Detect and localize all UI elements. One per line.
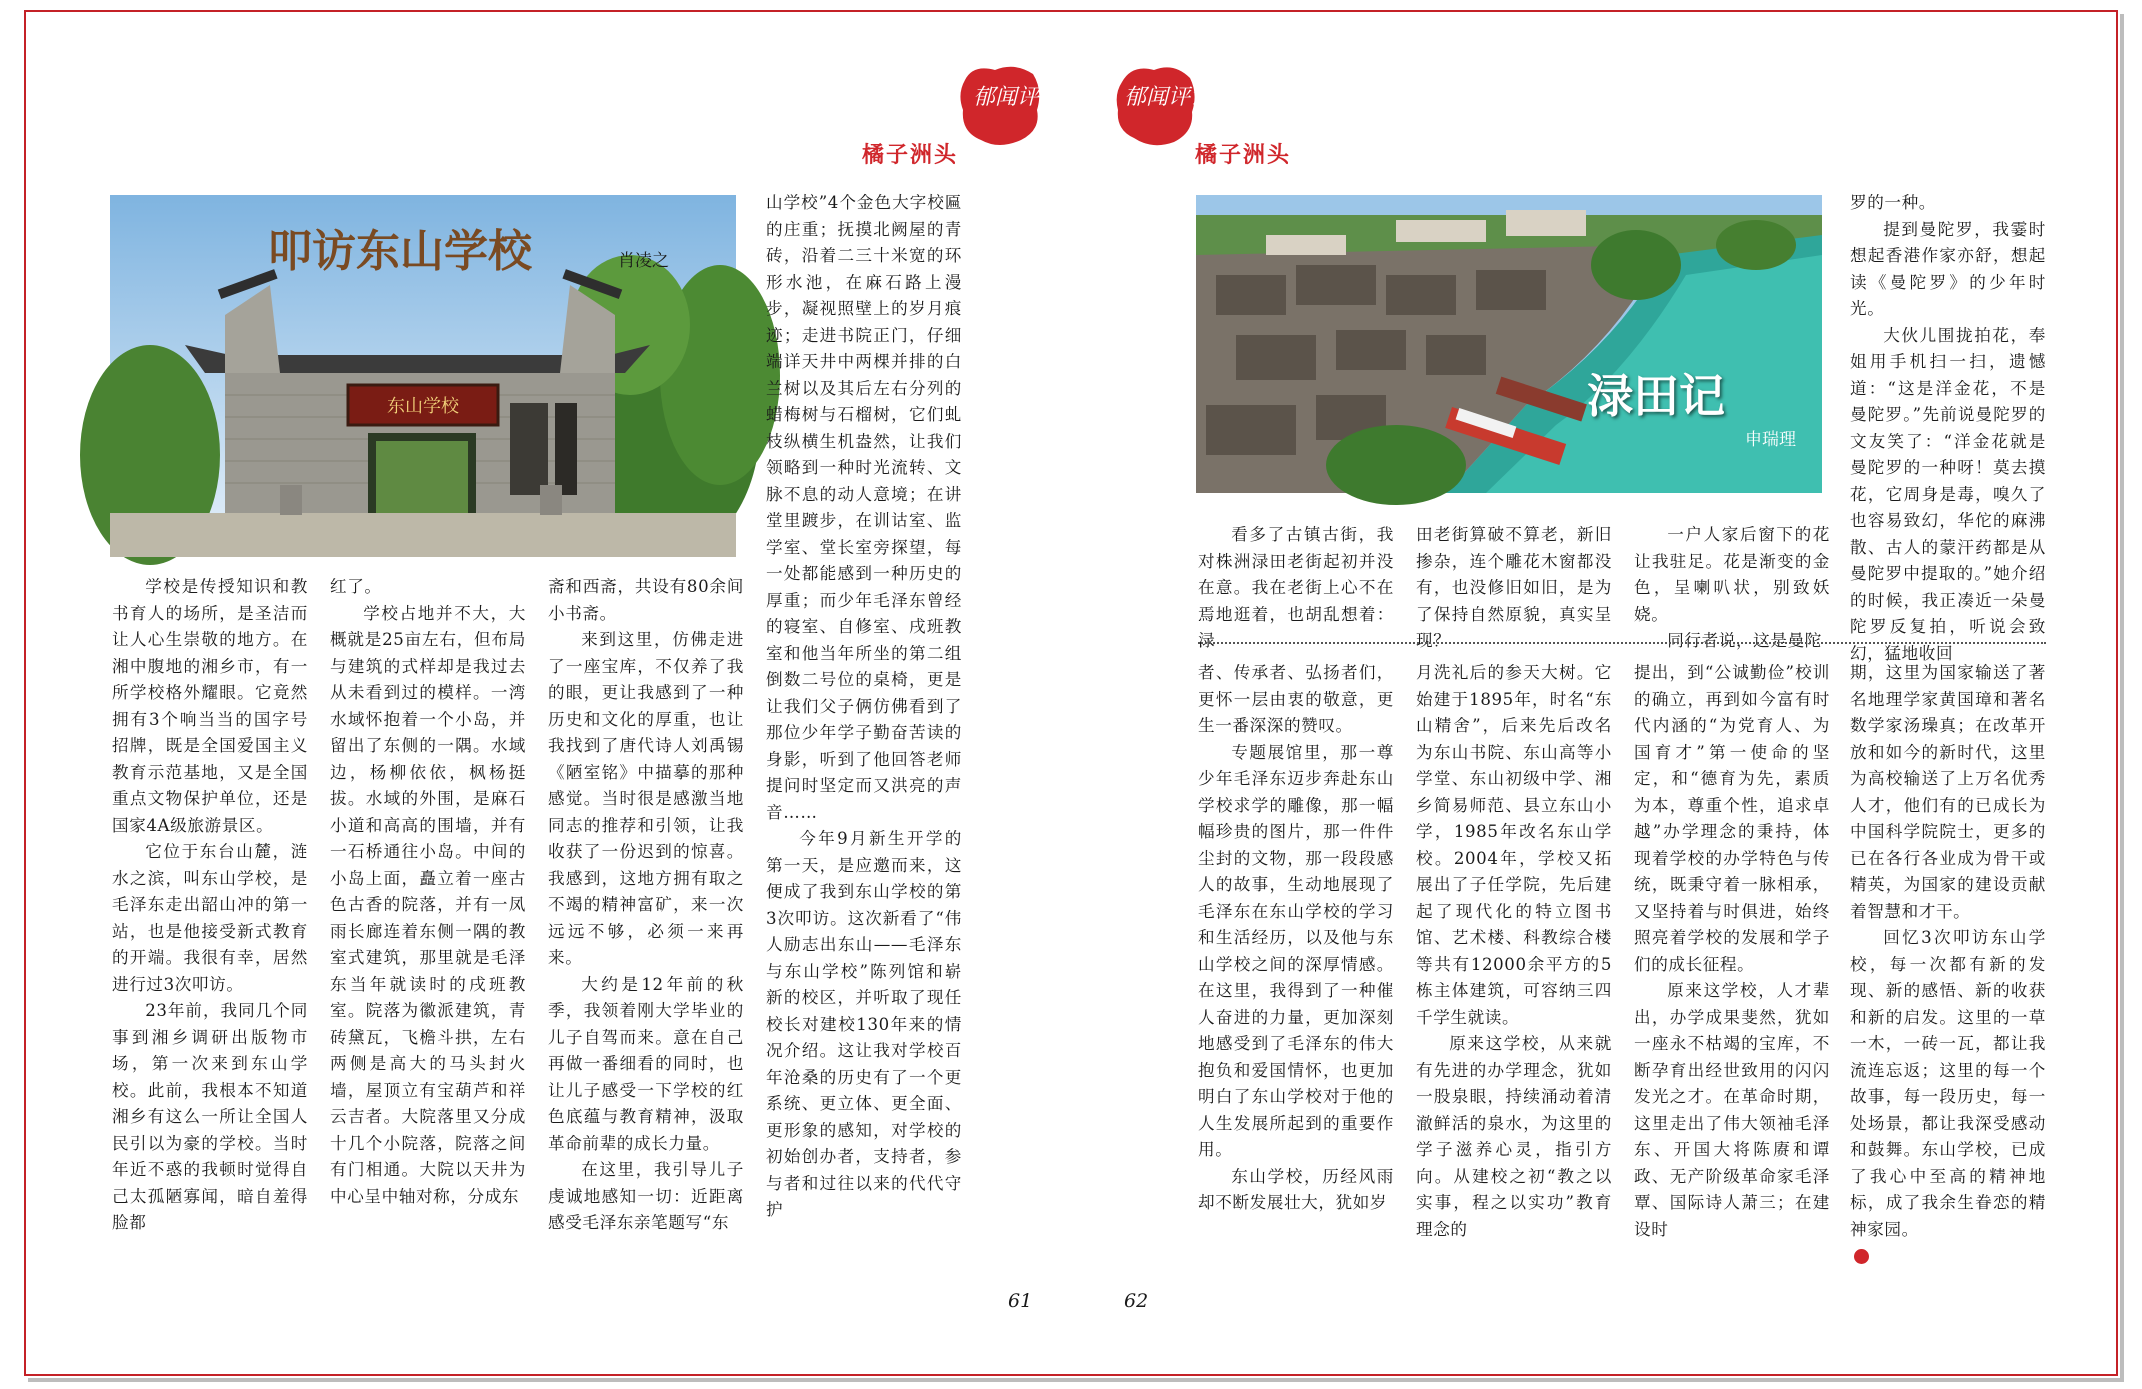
paragraph: 来到这里，仿佛走进了一座宝库，不仅养了我的眼，更让我感到了一种历史和文化的厚重，也让我找到了唐代诗人刘禹锡《陋室铭》中描摹的那种感觉。当时很是感激当地同志的推荐和引领，让我收获了一份迟到的惊喜。我感到，这地方拥有取之不竭的精神富矿，来一次远远不够，必须一来再来。 <box>548 630 744 967</box>
left-article-continued-column-2 <box>1416 660 1612 1250</box>
paragraph: 罗的一种。 <box>1850 193 1936 212</box>
left-article-column-2 <box>330 574 526 1250</box>
paragraph: 学校占地并不大，大概就是25亩左右，但布局与建筑的式样却是我过去从未看到过的模样。一湾水域怀抱着一个小岛，并留出了东侧的一隅。水域边，杨柳依依，枫杨挺拔。水域的外围，是麻石小道和高高的围墙，并有一石桥通往小岛。中间的小岛上面，矗立着一座古色古香的院落，并有一凤雨长廊连着东侧一隅的教室式建筑，那里就是毛泽东当年就读时的戌班教室。院落为徽派建筑，青砖黛瓦，飞檐斗拱，左右两侧是高大的马头封火墙，屋顶立有宝葫芦和祥云吉者。大院落里又分成十几个小院落，院落之间有门相通。大院以天井为中心呈中轴对称，分成东 <box>330 603 526 1206</box>
paragraph: 23年前，我同几个同事到湘乡调研出版物市场，第一次来到东山学校。此前，我根本不知道湘乡有这么一所让全国人民引以为豪的学校。当时年近不惑的我顿时觉得自己太孤陋寡闻，暗自羞得脸都 <box>112 1001 308 1232</box>
left-article-continued-column-1 <box>1198 660 1394 1250</box>
left-article-continued-column-3 <box>1634 660 1830 1250</box>
paragraph: 原来这学校，从来就有先进的办学理念，犹如一股泉眼，持续涌动着清澈鲜活的泉水，为这里的学子滋养心灵，指引方向。从建校之初“教之以实事，程之以实功”教育理念的 <box>1416 1034 1612 1239</box>
column-emblem-left <box>955 60 1062 150</box>
left-article-column-1 <box>112 574 308 1250</box>
right-article-side-column <box>1850 190 2046 663</box>
page-number-left: 61 <box>1008 1290 1033 1312</box>
right-article-top-column-2 <box>1416 522 1612 650</box>
paragraph: 山学校”4个金色大字校匾的庄重；抚摸北阙屋的青砖，沿着二三十米宽的环形水池，在麻石路上漫步，凝视照壁上的岁月痕迹；走进书院正门，仔细端详天井中两棵并排的白兰树以及其后左右分列的蜡梅树与石榴树，它们虬枝纵横生机盎然，让我们领略到一种时光流转、文脉不息的动人意境；在讲堂里踱步，在训诂室、监学室、堂长室旁探望，每一处都能感到一种历史的厚重；而少年毛泽东曾经的寝室、自修室、戌班教室和他当年所坐的第二组倒数二号位的桌椅，更是让我们父子俩仿佛看到了那位少年学子勤奋苦读的身影，听到了他回答老师提问时坚定而又洪亮的声音…… <box>766 193 962 822</box>
paragraph: 一户人家后窗下的花让我驻足。花是渐变的金色，呈喇叭状，别致妖娆。 <box>1634 525 1830 624</box>
section-divider <box>1198 642 2046 644</box>
emblem-text-right: 郁闻评论 <box>1124 85 1213 110</box>
left-article-column-4 <box>766 190 962 1250</box>
column-name-right: 橘子洲头 <box>1195 143 1292 168</box>
left-article-continued-column-4 <box>1850 660 2046 1250</box>
left-article-author: 肖凌之 <box>618 251 669 271</box>
paragraph: 月洗礼后的参天大树。它始建于1895年，时名“东山精舍”，后来先后改名为东山书院、东山高等小学堂、东山初级中学、湘乡简易师范、县立东山小学，1985年改名东山学校。2004年，学校又拓展出了子任学院，先后建起了现代化的特立图书馆、艺术楼、科教综合楼等共有12000余平方的5栋主体建筑，可容纳三四千学生就读。 <box>1416 663 1612 1027</box>
paragraph: 东山学校，历经风雨却不断发展壮大，犹如岁 <box>1198 1166 1394 1212</box>
paragraph: 学校是传授知识和教书育人的场所，是圣洁而让人心生崇敬的地方。在湘中腹地的湘乡市，有一所学校格外耀眼。它竟然拥有3个响当当的国字号招牌，既是全国爱国主义教育示范基地，又是全国重点文物保护单位，还是国家4A级旅游景区。 <box>112 577 308 835</box>
paragraph: 斋和西斋，共设有80余间小书斋。 <box>548 577 744 623</box>
paragraph: 原来这学校，人才辈出，办学成果斐然，犹如一座永不枯竭的宝库，不断孕育出经世致用的闪闪发光之才。在革命时期，这里走出了伟大领袖毛泽东、开国大将陈赓和谭政、无产阶级革命家毛泽覃、国际诗人萧三；在建设时 <box>1634 981 1830 1239</box>
emblem-text-left: 郁闻评论 <box>973 85 1062 110</box>
river-town-photo <box>1196 195 1822 493</box>
column-name-left: 橘子洲头 <box>862 143 959 168</box>
paragraph: 田老街算破不算老，新旧掺杂，连个雕花木窗都没有，也没修旧如旧，是为了保持自然原貌，真实呈现？ <box>1416 525 1612 650</box>
paragraph: 提到曼陀罗，我霎时想起香港作家亦舒，想起读《曼陀罗》的少年时光。 <box>1850 219 2046 318</box>
gate-plaque-text: 东山学校 <box>387 396 459 417</box>
paragraph: 期，这里为国家输送了著名地理学家黄国璋和著名数学家汤璪真；在改革开放和如今的新时代，这里为高校输送了上万名优秀人才，他们有的已成长为中国科学院院士，更多的已在各行各业成为骨干或精英，为国家的建设贡献着智慧和才干。 <box>1850 663 2046 921</box>
paragraph: 在这里，我引导儿子虔诚地感知一切：近距离感受毛泽东亲笔题写“东 <box>548 1160 744 1232</box>
column-emblem-right <box>1110 60 1213 150</box>
left-article-title: 叩访东山学校 <box>268 226 532 277</box>
paragraph: 看多了古镇古街，我对株洲渌田老街起初并没在意。我在老街上心不在焉地逛着，也胡乱想着：渌 <box>1198 525 1394 650</box>
right-article-top-column-1 <box>1198 522 1394 650</box>
paragraph: 今年9月新生开学的第一天，是应邀而来，这便成了我到东山学校的第3次叩访。这次新看了“伟人励志出东山——毛泽东与东山学校”陈列馆和崭新的校区，并听取了现任校长对建校130年来的情况介绍。这让我对学校百年沧桑的历史有了一个更系统、更立体、更全面、更形象的感知，对学校的初始创办者，支持者，参与者和过往以来的代代守护 <box>766 829 962 1219</box>
article-end-mark <box>1854 1249 1869 1264</box>
paragraph: 红了。 <box>330 577 382 596</box>
paragraph: 专题展馆里，那一尊少年毛泽东迈步奔赴东山学校求学的雕像，那一幅幅珍贵的图片，那一件件尘封的文物，那一段段感人的故事，生动地展现了毛泽东在东山学校的学习和生活经历，以及他与东山学校之间的深厚情感。在这里，我得到了一种催人奋进的力量，更加深刻地感受到了毛泽东的伟大抱负和爱国情怀，也更加明白了东山学校对于他的人生发展所起到的重要作用。 <box>1198 742 1394 1159</box>
paragraph: 回忆3次叩访东山学校，每一次都有新的发现、新的感悟、新的收获和新的启发。这里的一草一木，一砖一瓦，都让我流连忘返；这里的每一个故事，每一段历史，每一处场景，都让我深受感动和鼓舞。东山学校，已成了我心中至高的精神地标，成了我余生眷恋的精神家园。 <box>1850 928 2046 1239</box>
right-article-top-column-3 <box>1634 522 1830 650</box>
right-article-author: 申瑞理 <box>1745 430 1796 450</box>
paragraph: 它位于东台山麓，涟水之滨，叫东山学校，是毛泽东走出韶山冲的第一站，也是他接受新式教育的开端。我很有幸，居然进行过3次叩访。 <box>112 842 308 994</box>
paragraph: 大伙儿围拢拍花，奉姐用手机扫一扫，遗憾道：“这是洋金花，不是曼陀罗。”先前说曼陀罗的文友笑了：“洋金花就是曼陀罗的一种呀！莫去摸花，它周身是毒，嗅久了也容易致幻，华佗的麻沸散、古人的蒙汗药都是从曼陀罗中提取的。”她介绍的时候，我正凑近一朵曼陀罗反复拍，听说会致幻，猛地收回 <box>1850 325 2046 663</box>
left-article-column-3 <box>548 574 744 1250</box>
right-article-title: 渌田记 <box>1587 369 1725 423</box>
paragraph: 者、传承者、弘扬者们，更怀一层由衷的敬意，更生一番深深的赞叹。 <box>1198 663 1394 735</box>
page-number-right: 62 <box>1124 1290 1149 1312</box>
paragraph: 同行者说，这是曼陀 <box>1667 631 1822 650</box>
paragraph: 提出，到“公诚勤俭”校训的确立，再到如今富有时代内涵的“为党育人、为国育才”第一使命的坚定，和“德育为先，素质为本，尊重个性，追求卓越”办学理念的秉持，体现着学校的办学特色与传统，既秉守着一脉相承，又坚持着与时俱进，始终照亮着学校的发展和学子们的成长征程。 <box>1634 663 1830 974</box>
paragraph: 大约是12年前的秋季，我领着刚大学毕业的儿子自驾而来。意在自己再做一番细看的同时，也让儿子感受一下学校的红色底蕴与教育精神，汲取革命前辈的成长力量。 <box>548 974 744 1153</box>
